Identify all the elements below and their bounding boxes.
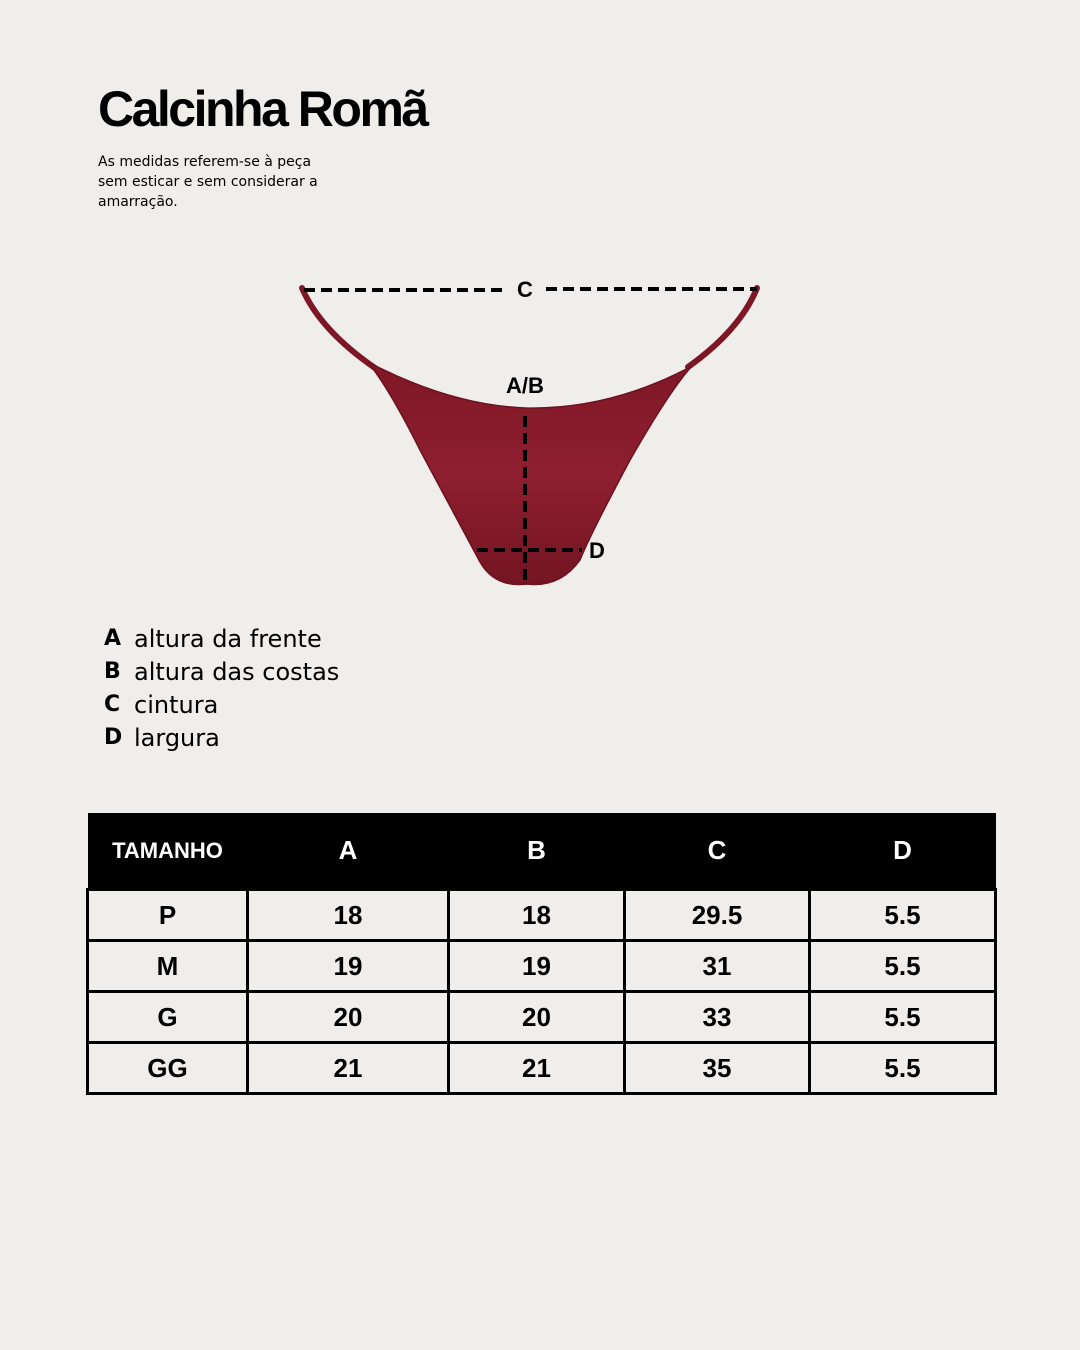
table-cell: 5.5 [810,941,996,992]
table-cell: 35 [625,1043,810,1094]
table-cell: 5.5 [810,890,996,941]
table-cell: 21 [449,1043,625,1094]
table-cell: 18 [449,890,625,941]
table-cell: 29.5 [625,890,810,941]
right-strap [688,288,757,367]
table-cell: 21 [248,1043,449,1094]
measure-label-d: D [589,538,605,563]
legend-desc: largura [134,723,220,752]
table-row [88,890,996,941]
legend-item [104,688,339,721]
table-cell: GG [88,1043,248,1094]
measure-label-ab: A/B [506,373,544,398]
table-header-row [88,813,996,890]
page-subtitle: As medidas referem-se à peça sem esticar e sem considerar a amarração. [98,154,318,210]
table-cell: 33 [625,992,810,1043]
legend-item [104,622,339,655]
table-cell: 18 [248,890,449,941]
legend-key: B [104,659,121,684]
table-cell: 31 [625,941,810,992]
table-row [88,1043,996,1094]
table-cell: G [88,992,248,1043]
header-a: A [248,813,449,890]
table-row [88,992,996,1043]
legend-desc: altura das costas [134,657,340,686]
table-cell: 19 [248,941,449,992]
legend-key: C [104,692,121,717]
header-b: B [449,813,625,890]
measure-label-c: C [517,277,533,302]
legend-key: A [104,626,122,651]
table-cell: 5.5 [810,1043,996,1094]
header-c: C [625,813,810,890]
legend-item [104,655,339,688]
size-table [86,813,997,1095]
table-cell: 5.5 [810,992,996,1043]
measurement-legend [104,622,339,754]
legend-item [104,721,339,754]
table-cell: 20 [449,992,625,1043]
table-cell: P [88,890,248,941]
header-size: TAMANHO [88,813,248,890]
header-d: D [810,813,996,890]
page-title: Calcinha Romã [98,81,427,137]
legend-desc: cintura [134,690,219,719]
legend-key: D [104,725,123,750]
legend-desc: altura da frente [134,624,322,653]
garment-diagram [290,270,790,600]
table-cell: 20 [248,992,449,1043]
left-strap [302,288,375,368]
table-row [88,941,996,992]
table-cell: M [88,941,248,992]
table-cell: 19 [449,941,625,992]
